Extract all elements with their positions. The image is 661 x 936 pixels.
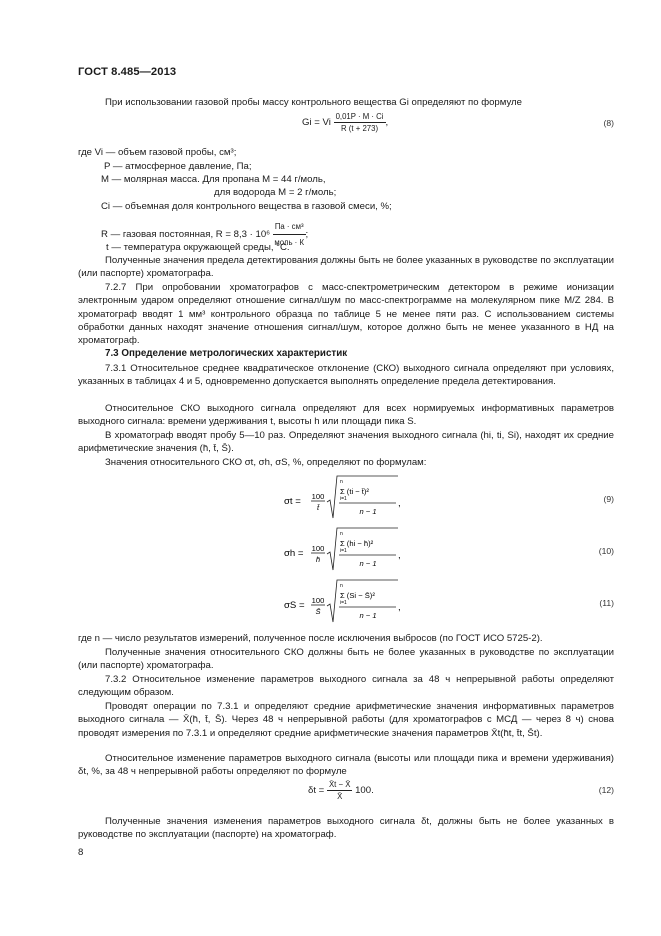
formula-10-den: n − 1 (359, 559, 377, 568)
formula-9-coef-num: 100 (311, 492, 325, 501)
formula-8 (302, 112, 388, 133)
equation-number-9: (9) (603, 494, 614, 504)
formula-12 (308, 780, 374, 801)
formula-10-coef-den: h̄ (315, 555, 321, 564)
formula-11 (280, 576, 410, 628)
paragraph-relative-change: Относительное изменение параметров выходного сигнала (высоты или площади пика и времени удерживания) δt, %, за 48 ч непрерывной работы определяют по формуле (78, 753, 614, 778)
svg-text:,: , (398, 498, 401, 509)
formula-10-coef-num: 100 (311, 544, 325, 553)
svg-text:,: , (398, 602, 401, 613)
formula-11-sum-bottom: i=1 (340, 600, 347, 606)
equation-number-10: (10) (598, 546, 614, 556)
paragraph-rsd-params: Относительное СКО выходного сигнала определяют для всех нормируемых информативных параметров выходного сигнала: времени удерживания t, высоты h или площади пика S. (78, 403, 614, 428)
formula-11-lhs: σS = (284, 600, 305, 611)
formula-10 (280, 524, 410, 576)
formula-11-coef-num: 100 (311, 596, 325, 605)
paragraph-formulas-intro: Значения относительного СКО σt, σh, σS, %, определяют по формулам: (105, 457, 427, 468)
formula-11-den: n − 1 (359, 611, 377, 620)
paragraph-n-definition: где n — число результатов измерений, полученное после исключения выбросов (по ГОСТ ИСО 5725-2). (78, 633, 543, 644)
formula-9-sum-top: n (340, 479, 343, 485)
r-unit-den: моль · К (274, 238, 304, 247)
where-vi: где Vi — объем газовой пробы, см³; (78, 147, 237, 158)
formula-10-sum-top: n (340, 531, 343, 537)
formula-8-fraction (334, 112, 386, 133)
formula-8-tail: , (385, 117, 389, 129)
formula-9-sum: Σ (ti − t̄)² (340, 487, 369, 496)
r-unit-tail: ; (305, 229, 309, 241)
formula-10-sum: Σ (hi − h̄)² (340, 539, 374, 548)
paragraph-7-3-2: 7.3.2 Относительное изменение параметров выходного сигнала за 48 ч непрерывной работы определяют следующим образом. (78, 674, 614, 699)
formula-10-sum-bottom: i=1 (340, 548, 347, 554)
formula-8-numerator: 0,01P · M · Ci (335, 112, 384, 121)
paragraph-7-2-7: 7.2.7 При опробовании хроматографов с масс-спектрометрическим детектором в режиме ионизации электронным ударом определяют отношение сигнал/шум по масс-спектрограмме на молекулярном пике M/Z 284. В хроматограф вводят 1 мм³ контрольного образца по таблице 5 не менее пяти раз. С использованием системы обработки данных находят значение отношения сигнал/шум, которое должно быть не менее указанного в НД на хроматограф. (78, 282, 614, 347)
formula-12-fraction (327, 780, 352, 801)
where-t: t — температура окружающей среды, °С. (106, 242, 290, 253)
equation-number-12: (12) (598, 785, 614, 795)
paragraph-change-limit: Полученные значения изменения параметров выходного сигнала δt, должны быть не более указанных в руководстве по эксплуатации (паспорте) на хроматограф. (78, 816, 614, 841)
where-m-h2: для водорода M = 2 г/моль; (214, 187, 337, 198)
paragraph-rsd-limit: Полученные значения относительного СКО должны быть не более указанных в руководстве по эксплуатации (или паспорте) хроматографа. (78, 647, 614, 672)
where-r-text: R — газовая постоянная, R = 8,3 · 10⁶ (101, 229, 271, 241)
equation-number-8: (8) (603, 118, 614, 128)
formula-9 (280, 472, 410, 524)
formula-9-den: n − 1 (359, 507, 377, 516)
formula-12-lhs: δt = (308, 785, 325, 797)
formula-11-coef-den: S̄ (315, 607, 321, 616)
where-p: P — атмосферное давление, Па; (104, 161, 252, 172)
formula-9-coef-den: t̄ (316, 503, 320, 512)
formula-12-tail: 100. (355, 785, 374, 797)
paragraph-7-3-1: 7.3.1 Относительное среднее квадратическое отклонение (СКО) выходного сигнала определяют при условиях, указанных в таблицах 4 и 5, одновременно допускается выполнять определение предела детектирования. (78, 363, 614, 388)
paragraph-detection-limit: Полученные значения предела детектирования должны быть не более указанных в руководстве по эксплуатации (или паспорте) хроматографа. (78, 255, 614, 280)
page-number: 8 (78, 847, 84, 858)
intro-paragraph: При использовании газовой пробы массу контрольного вещества Gi определяют по формуле (105, 97, 522, 108)
formula-10-lhs: σh = (284, 548, 304, 559)
section-7-3-heading: 7.3 Определение метрологических характеристик (105, 348, 348, 359)
formula-11-sum-top: n (340, 583, 343, 589)
formula-12-denominator: X̄ (337, 792, 343, 801)
formula-12-numerator: X̄t − X̄ (328, 780, 351, 789)
formula-11-sum: Σ (Si − S̄)² (340, 591, 375, 600)
equation-number-11: (11) (599, 598, 614, 608)
formula-8-denominator: R (t + 273) (341, 124, 379, 133)
svg-text:,: , (398, 550, 401, 561)
formula-8-lhs: Gi = Vi (302, 117, 331, 129)
formula-9-sum-bottom: i=1 (340, 496, 347, 502)
paragraph-injection: В хроматограф вводят пробу 5—10 раз. Определяют значения выходного сигнала (hi, ti, Si), находят их средние арифметические значения (h̄, t̄, S̄). (78, 430, 614, 455)
document-header: ГОСТ 8.485—2013 (78, 66, 177, 78)
where-ci: Ci — объемная доля контрольного вещества в газовой смеси, %; (101, 201, 392, 212)
paragraph-procedure: Проводят операции по 7.3.1 и определяют средние арифметические значения информативных параметров выходного сигнала — X̄(h̄, t̄, S̄). Через 48 ч непрерывной работы (для хроматографов с МСД — через 8 ч) снова проводят измерения по 7.3.1 и определяют средние арифметические значения параметров X̄t(h̄t, t̄t, S̄t). (78, 701, 614, 739)
formula-9-lhs: σt = (284, 496, 301, 507)
where-m: M — молярная масса. Для пропана M = 44 г/моль, (101, 174, 326, 185)
r-unit-num: Па · см³ (273, 220, 306, 235)
